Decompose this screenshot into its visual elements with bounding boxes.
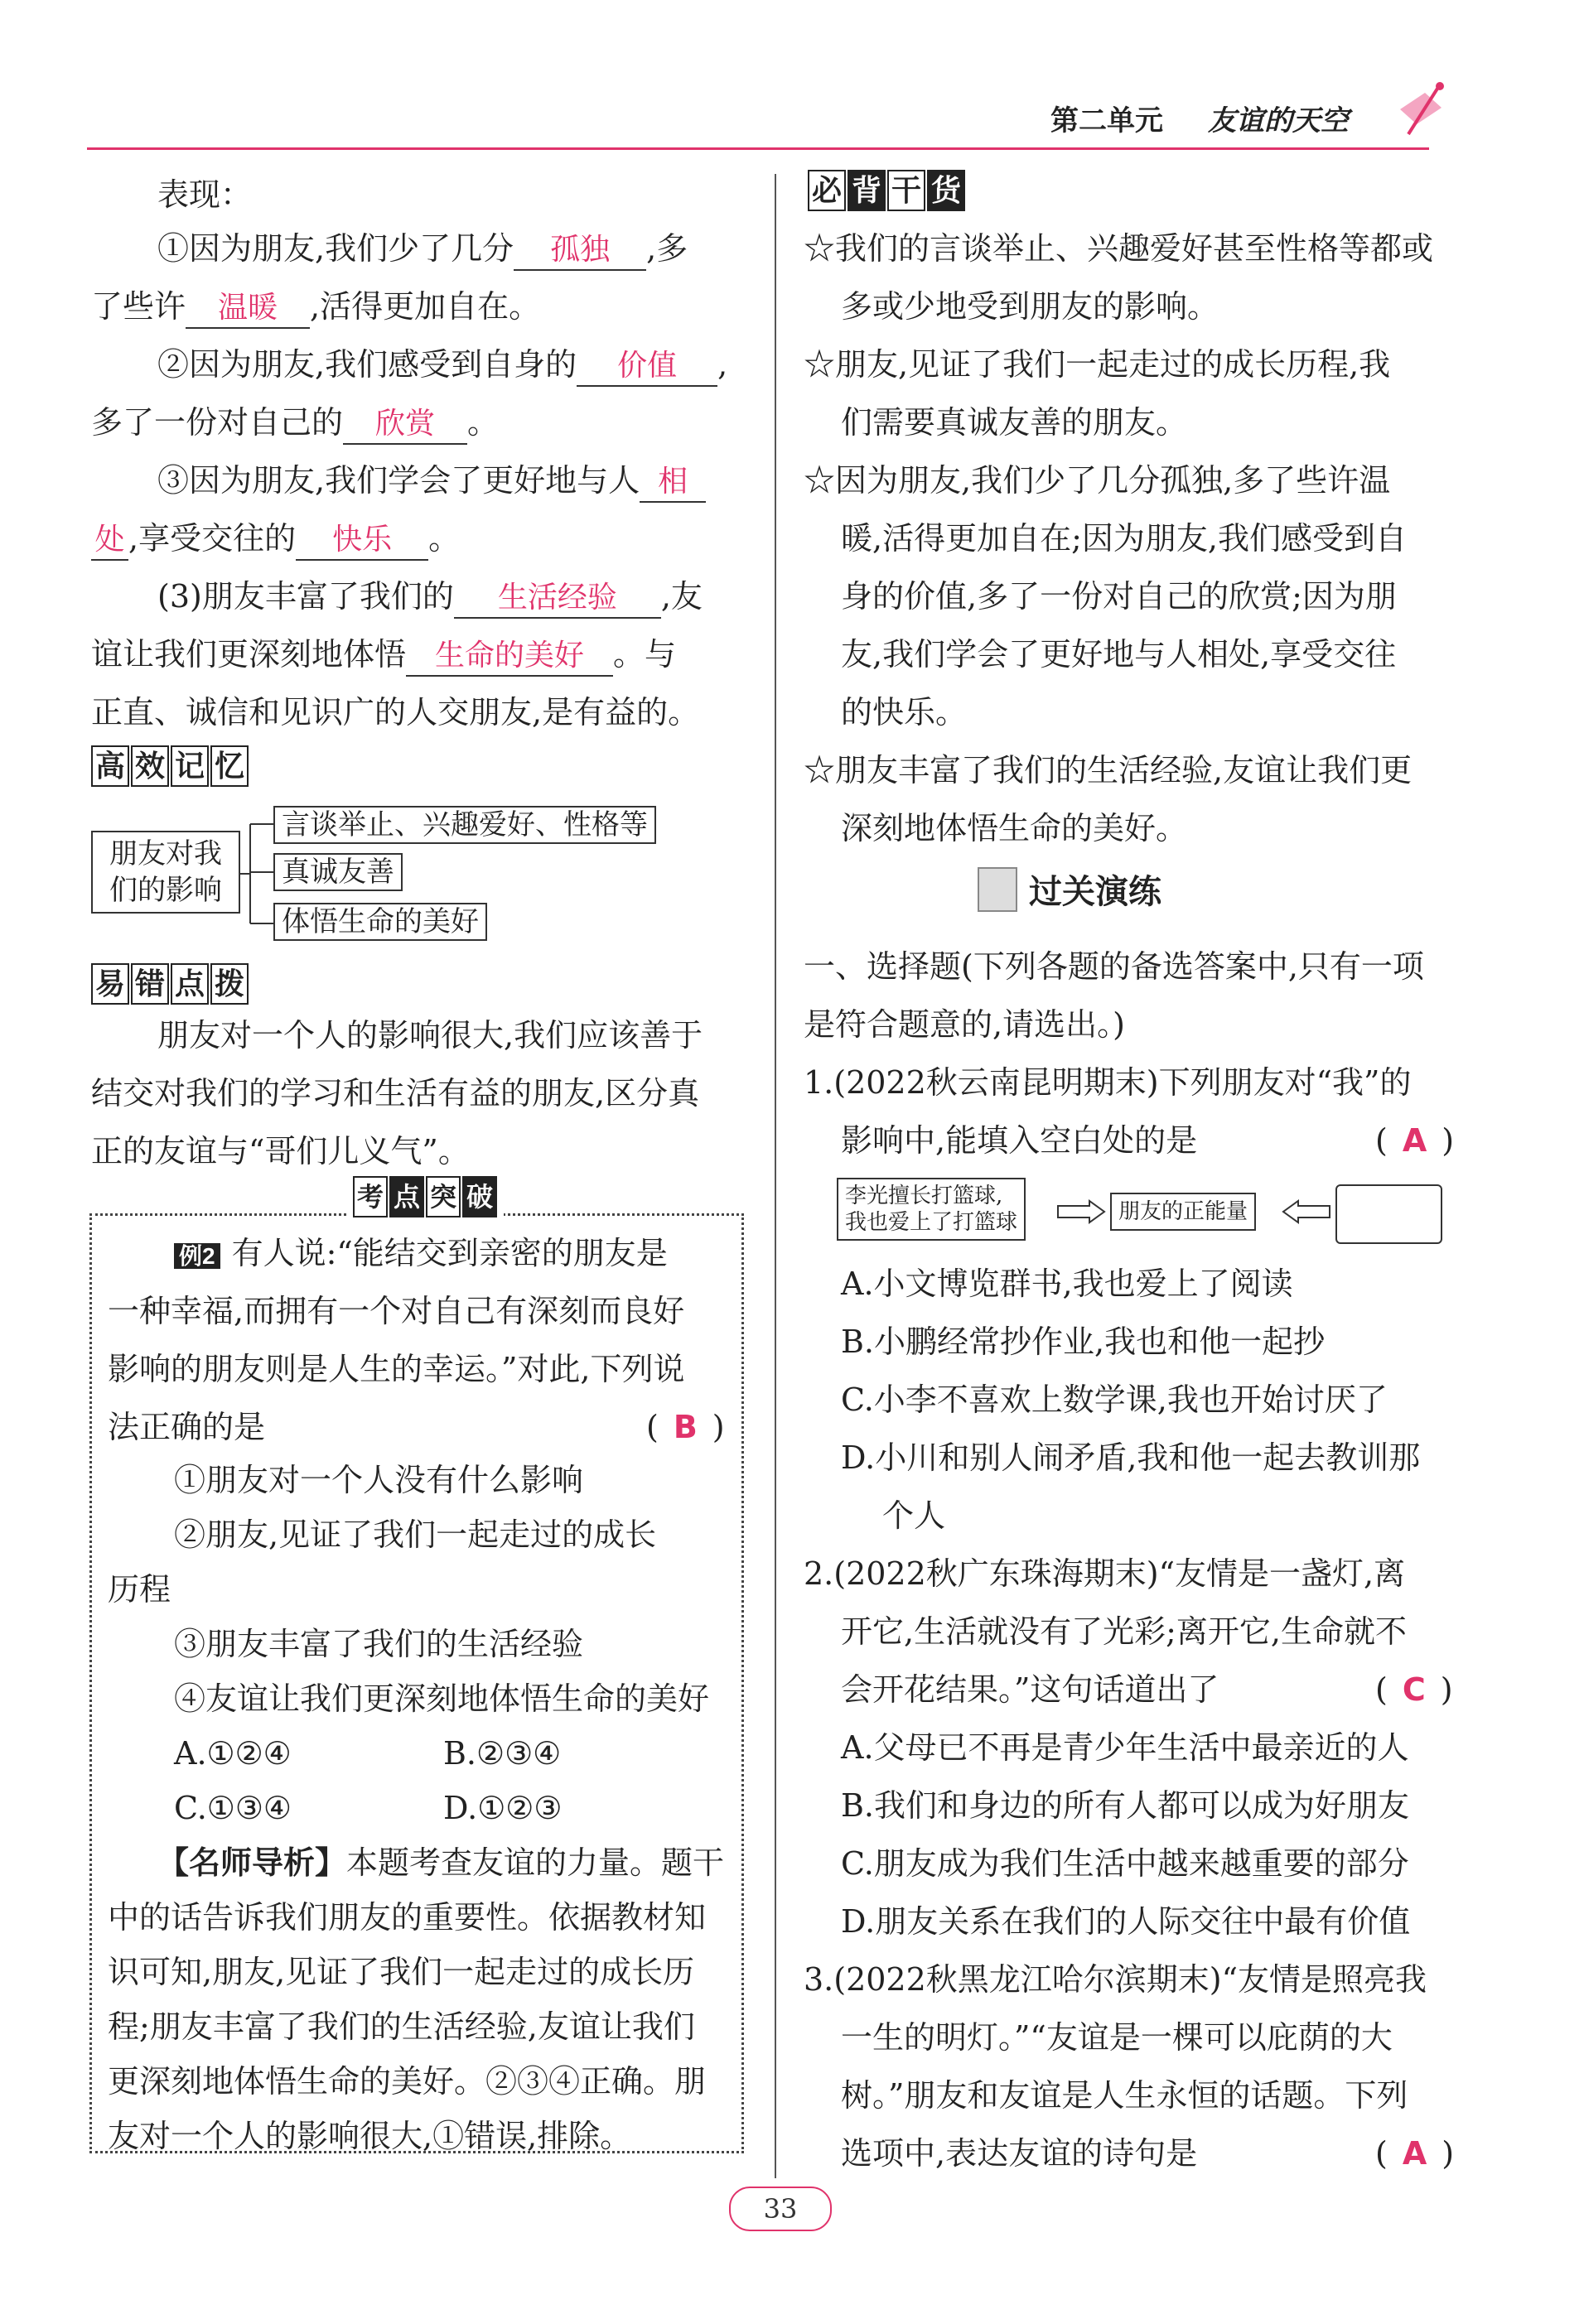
analysis-line-4: 程;朋友丰富了我们的生活经验,友谊让我们 (108, 2008, 695, 2045)
example-choice-b: B.②③④ (443, 1735, 562, 1772)
star-item-3-line-2: 暖,活得更加自在;因为朋友,我们感受到自 (841, 520, 1407, 557)
example-line-1: 例2 有人说:“能结交到亲密的朋友是 (174, 1224, 668, 1285)
star-item-4-line-2: 深刻地体悟生命的美好。 (841, 810, 1188, 846)
q2-line-2: 开它,生活就没有了光彩;离开它,生命就不 (841, 1613, 1407, 1650)
blank: 温暖 (186, 287, 310, 329)
practice-title: 过关演练 (978, 865, 1161, 913)
q2-line-1: 2.(2022秋广东珠海期末)“友情是一盏灯,离 (804, 1555, 1406, 1592)
q1-answer: ( A ) (1375, 1122, 1455, 1159)
example-line-4: 法正确的是 (108, 1409, 266, 1445)
star-item-4-line-1: ☆朋友丰富了我们的生活经验,友谊让我们更 (804, 752, 1413, 788)
column-divider (775, 174, 776, 2178)
q3-line-2: 一生的明灯。”“友谊是一棵可以庇荫的大 (841, 2019, 1393, 2056)
header-title: 友谊的天空 (1208, 104, 1349, 137)
q2-opt-c: C.朋友成为我们生活中越来越重要的部分 (841, 1845, 1409, 1882)
q1-opt-c: C.小李不喜欢上数学课,我也开始讨厌了 (841, 1381, 1388, 1418)
blank: 处 (91, 519, 128, 561)
q2-opt-d: D.朋友关系在我们的人际交往中最有价值 (841, 1903, 1411, 1940)
analysis-line-3: 识可知,朋友,见证了我们一起走过的成长历 (108, 1954, 695, 1990)
blank: 生命的美好 (406, 635, 613, 677)
q2-line-3: 会开花结果。”这句话道出了 (841, 1671, 1219, 1708)
example-opt-3: ③朋友丰富了我们的生活经验 (174, 1626, 584, 1662)
error-text-1: 朋友对一个人的影响很大,我们应该善于 (157, 1017, 703, 1054)
example-tag: 例2 (174, 1243, 220, 1269)
example-choice-a: A.①②④ (174, 1735, 292, 1772)
fill-item-3-line1: ③因为朋友,我们学会了更好地与人 相 (157, 451, 706, 509)
star-item-2-line-2: 们需要真诚友善的朋友。 (841, 404, 1188, 441)
flow-box-2: 朋友的正能量 (1110, 1193, 1256, 1231)
q1-opt-a: A.小文博览群书,我也爱上了阅读 (841, 1266, 1293, 1302)
error-text-3: 正的友谊与“哥们儿义气”。 (91, 1133, 470, 1169)
example-opt-2b: 历程 (108, 1571, 171, 1608)
q1-opt-d-cont: 个人 (882, 1497, 946, 1534)
example-opt-2: ②朋友,见证了我们一起走过的成长 (174, 1516, 657, 1553)
tree-branch-3: 体悟生命的美好 (273, 903, 487, 941)
fill-item-4-line1: (3)朋友丰富了我们的 生活经验 ,友 (157, 567, 703, 625)
q2-opt-a: A.父母已不再是青少年生活中最亲近的人 (841, 1729, 1409, 1766)
q3-answer: ( A ) (1375, 2135, 1455, 2172)
error-text-2: 结交对我们的学习和生活有益的朋友,区分真 (91, 1075, 700, 1111)
section-1-line-2: 是符合题意的,请选出。) (804, 1006, 1125, 1043)
blank: 相 (640, 461, 706, 503)
page-number: 33 (763, 2193, 798, 2225)
q3-line-3: 树。”朋友和友谊是人生永恒的话题。下列 (841, 2077, 1408, 2114)
tree-root: 朋友对我们的影响 (91, 831, 240, 914)
q1-line-1: 1.(2022秋云南昆明期末)下列朋友对“我”的 (804, 1064, 1412, 1101)
star-item-2-line-1: ☆朋友,见证了我们一起走过的成长历程,我 (804, 346, 1391, 383)
error-section-title: 易 错 点 拨 (91, 963, 250, 1005)
section-1-line-1: 一、选择题(下列各题的备选答案中,只有一项 (804, 948, 1424, 985)
fill-item-1-line2: 了些许 温暖 ,活得更加自在。 (91, 277, 540, 335)
example-answer: ( B ) (646, 1409, 725, 1445)
header-unit: 第二单元 (1050, 104, 1163, 137)
example-line-2: 一种幸福,而拥有一个对自己有深刻而良好 (108, 1293, 685, 1329)
example-opt-4: ④友谊让我们更深刻地体悟生命的美好 (174, 1680, 710, 1717)
tree-connector (240, 816, 273, 932)
example-line-3: 影响的朋友则是人生的幸运。”对此,下列说 (108, 1351, 685, 1387)
example-choice-d: D.①②③ (443, 1790, 563, 1826)
kaodian-title: 考 点 突 破 (348, 1176, 504, 1217)
q1-opt-d: D.小川和别人闹矛盾,我和他一起去教训那 (841, 1439, 1421, 1476)
fill-item-2-line2: 多了一份对自己的 欣赏 。 (91, 393, 499, 451)
example-opt-1: ①朋友对一个人没有什么影响 (174, 1462, 584, 1498)
tree-branch-2: 真诚友善 (273, 853, 403, 891)
analysis-line-1: 【名师导析】本题考查友谊的力量。题干 (157, 1844, 725, 1881)
arrow-left-icon (1280, 1199, 1331, 1224)
analysis-line-5: 更深刻地体悟生命的美好。②③④正确。朋 (108, 2063, 707, 2100)
q1-line-2: 影响中,能填入空白处的是 (841, 1122, 1198, 1159)
analysis-line-6: 友对一个人的影响很大,①错误,排除。 (108, 2118, 632, 2154)
fill-item-3-line2: 处 ,享受交往的 快乐 。 (91, 509, 460, 567)
star-item-1-line-2: 多或少地受到朋友的影响。 (841, 288, 1219, 325)
page-number-badge (729, 2187, 832, 2231)
blank: 价值 (577, 345, 717, 387)
biaoxian-label: 表现： (157, 176, 253, 213)
star-item-1-line-1: ☆我们的言谈举止、兴趣爱好甚至性格等都或 (804, 230, 1434, 267)
star-item-3-line-3: 身的价值,多了一份对自己的欣赏;因为朋 (841, 578, 1397, 615)
q2-opt-b: B.我们和身边的所有人都可以成为好朋友 (841, 1787, 1410, 1824)
blank: 快乐 (296, 519, 428, 561)
bibei-section-title: 必 背 干 货 (808, 170, 967, 211)
analysis-line-2: 中的话告诉我们朋友的重要性。依据教材知 (108, 1899, 707, 1936)
header-decoration-icon (1392, 76, 1450, 142)
example-choice-c: C.①③④ (174, 1790, 292, 1826)
q1-opt-b: B.小鹏经常抄作业,我也和他一起抄 (841, 1324, 1326, 1360)
fill-item-4-line2: 谊让我们更深刻地体悟 生命的美好 。与 (91, 625, 676, 683)
q2-answer: ( C ) (1375, 1671, 1453, 1708)
blank: 欣赏 (343, 403, 467, 445)
q3-line-4: 选项中,表达友谊的诗句是 (841, 2135, 1198, 2172)
notebook-icon (978, 867, 1017, 912)
tree-branch-1: 言谈举止、兴趣爱好、性格等 (273, 806, 656, 844)
star-item-3-line-1: ☆因为朋友,我们少了几分孤独,多了些许温 (804, 462, 1391, 499)
blank: 生活经验 (454, 577, 661, 619)
star-item-3-line-4: 友,我们学会了更好地与人相处,享受交往 (841, 636, 1397, 673)
flow-empty-box (1335, 1184, 1442, 1244)
memory-section-title: 高 效 记 忆 (91, 745, 250, 787)
fill-item-1-line1: ①因为朋友,我们少了几分 孤独 ,多 (157, 219, 688, 277)
flow-box-1: 李光擅长打篮球, 我也爱上了打篮球 (837, 1178, 1026, 1241)
q3-line-1: 3.(2022秋黑龙江哈尔滨期末)“友情是照亮我 (804, 1961, 1427, 1998)
blank: 孤独 (514, 229, 646, 271)
arrow-right-icon (1056, 1199, 1108, 1224)
star-item-3-line-5: 的快乐。 (841, 694, 968, 730)
fill-item-2-line1: ②因为朋友,我们感受到自身的 价值 , (157, 335, 727, 393)
header-rule (87, 147, 1429, 150)
fill-item-4-line3: 正直、诚信和见识广的人交朋友,是有益的。 (91, 694, 700, 730)
